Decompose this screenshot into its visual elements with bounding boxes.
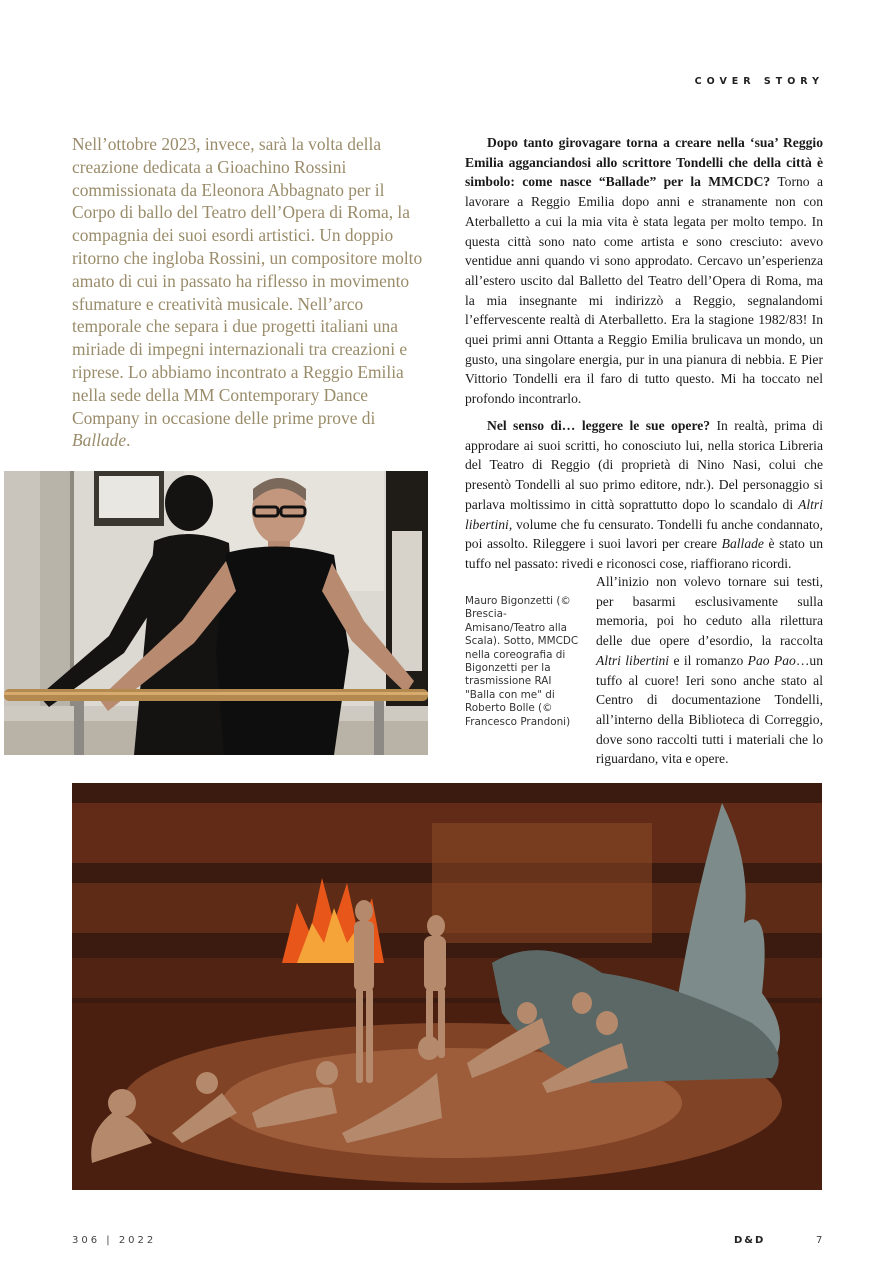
lede-paragraph [72, 133, 430, 452]
lede-end: . [126, 430, 131, 451]
answer-2-title-2: Ballade [721, 536, 764, 552]
answer-2-part-2: , volume che fu censurato. Tondelli fu anche condannato, poi assolto. Rileggere i suoi lavori per creare [465, 516, 823, 552]
answer-2-title-1: Altri libertini [465, 496, 823, 532]
answer-1: Torno a lavorare a Reggio Emilia dopo anni e stranamente non con Aterballetto a cui la mia vita è stata legata per molto tempo. In questa città sono nato come artista e sono cresciuto: avevo ventidue anni quando vi sono approdato. Cercavo un’esperienza all’estero uscito dal Balletto del Teatro dell’Opera di Roma, ma la mia insegnante mi indirizzò a Reggio, segnalandomi l’effervescente realtà di Aterballetto. Era la stagione 1982/83! In quei primi anni Ottanta a Reggio Emilia brulicava un mondo, un gusto, una singolare energia, pur in una pianura di nebbia. E Pier Vittorio Tondelli era il faro di tutto questo. Mi ha toccato nel profondo incontrarlo. [465, 174, 823, 407]
answer-3-title-1: Altri libertini [596, 652, 670, 668]
answer-3-part-3: …un tuffo al cuore! Ieri sono anche stato al Centro di documentazione Tondelli, all’interno della Biblioteca di Correggio, dove sono raccolti tutti i materiali che lo riguardano, vita e opere. [596, 652, 823, 767]
interview-block-1 [465, 133, 823, 409]
question-1: Dopo tanto girovagare torna a creare nella ‘sua’ Reggio Emilia agganciandosi allo scrittore Tondelli che della città è simbolo: come nasce “Ballade” per la MMCDC? [465, 135, 823, 190]
answer-2-part-1: In realtà, prima di approdare ai suoi scritti, ho conosciuto lui, nella storica Libreria del Teatro di Reggio (di proprietà di Nino Nasi, colui che presentò Tondelli al suo primo editore, ndr.). Del personaggio si parlava moltissimo in città soprattutto dopo lo scandalo di [465, 418, 824, 512]
photo-caption: Mauro Bigonzetti (© Brescia-Amisano/Teatro alla Scala). Sotto, MMCDC nella coreografia di Bigonzetti per la trasmissione RAI "Balla con me" di Roberto Bolle (© Francesco Prandoni) [465, 595, 579, 728]
lede-text: Nell’ottobre 2023, invece, sarà la volta della creazione dedicata a Gioachino Rossini commissionata da Eleonora Abbagnato per il Corpo di ballo del Teatro dell’Opera di Roma, la compagnia dei suoi esordi artistici. Un doppio ritorno che ingloba Rossini, un compositore molto amato di cui in passato ha riflesso in movimento sfumature e creatività musicale. Nell’arco temporale che separa i due progetti italiani una miriade di impegni internazionali tra creazioni e riprese. Lo abbiamo incontrato a Reggio Emilia nella sede della MM Contemporary Dance Company in occasione delle prime prove di [72, 134, 423, 428]
interview-block-2 [465, 416, 823, 574]
page-number: 7 [816, 1235, 823, 1246]
section-label: COVER STORY [694, 76, 824, 87]
stage-photo [72, 783, 822, 1190]
interview-block-3 [596, 572, 823, 769]
footer-magazine: D&D [734, 1235, 766, 1246]
portrait-photo [4, 471, 428, 755]
footer-issue: 306 | 2022 [72, 1235, 157, 1246]
answer-3-part-2: e il romanzo [669, 652, 748, 668]
answer-2-part-3: è stato un tuffo nel passato: rivedi e riconosci cose, riaffiorano ricordi. [465, 536, 823, 571]
lede-title: Ballade [72, 430, 127, 451]
answer-3-title-2: Pao Pao [747, 652, 796, 668]
question-2: Nel senso di… leggere le sue opere? [487, 418, 711, 433]
answer-3-part-1: All’inizio non volevo tornare sui testi, per basarmi esclusivamente sulla memoria, poi ho ceduto alla rilettura delle due opere d’esordio, la raccolta [596, 574, 823, 649]
